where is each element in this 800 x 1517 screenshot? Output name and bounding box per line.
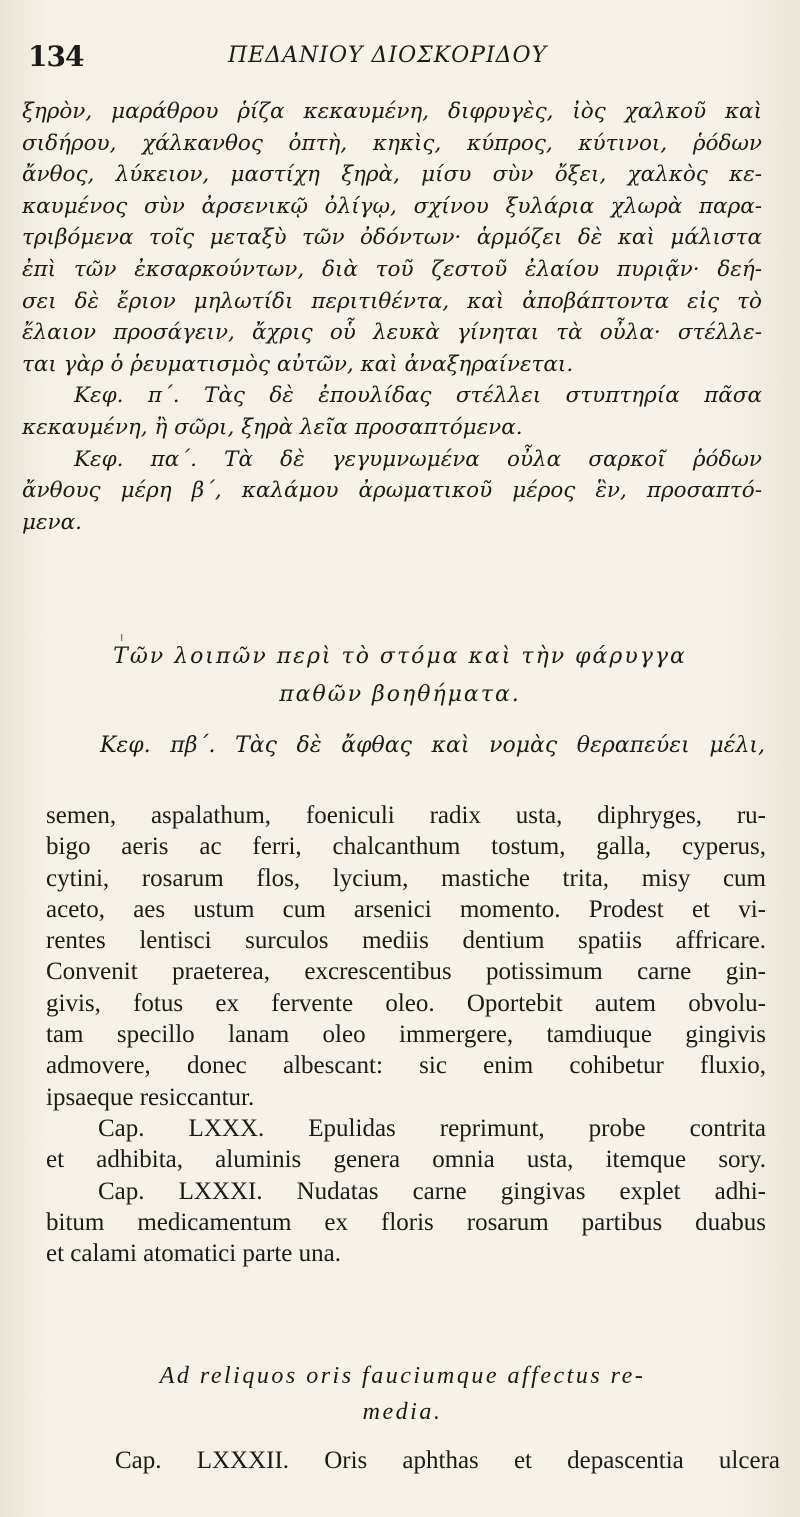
greek-line: κεκαυμένη, ἢ σῶρι, ξηρὰ λεῖα προσαπτόμενα. [22,414,523,440]
greek-line: σει δὲ ἔριον μηλωτίδι περιτιθέντα, καὶ ἀποβάπτοντα εἰς τὸ [22,288,762,314]
greek-chapter-80: Κεφ. π΄. Τὰς δὲ ἐπουλίδας στέλλει στυπτηρία πᾶσα [74,383,762,409]
latin-line: et calami atomatici parte una. [46,1240,341,1268]
greek-heading-line-2: παθῶν βοηθήματα. [279,682,521,707]
latin-paragraph [46,800,766,1269]
latin-line: bigo aeris ac ferri, chalcanthum tostum, galla, cyperus, [46,833,766,861]
page-number: 134 [28,40,84,73]
latin-chapter-81: Cap. LXXXI. Nudatas carne gingivas explet adhi- [98,1177,766,1205]
page-header [28,40,768,80]
greek-line: τριβόμενα τοῖς μεταξὺ τῶν ὀδόντων· ἁρμόζει δὲ καὶ μάλιστα [22,225,762,251]
greek-line: ἄνθους μέρη β΄, καλάμου ἀρωματικοῦ μέρος ἓν, προσαπτό- [22,478,762,504]
greek-line: ἐπὶ τῶν ἐκσαρκούντων, διὰ τοῦ ζεστοῦ ἐλαίου πυριᾷν· δεή- [22,256,762,282]
greek-line: μενα. [22,509,82,535]
latin-line: givis, fotus ex fervente oleo. Oportebit autem obvolu- [46,989,766,1017]
greek-line: καυμένος σὺν ἀρσενικῷ ὀλίγῳ, σχίνου ξυλάρια χλωρὰ παρα- [22,193,762,219]
latin-line: rentes lentisci surculos mediis dentium spatiis affricare. [46,927,766,955]
greek-line: σιδήρου, χάλκανθος ὀπτὴ, κηκὶς, κύπρος, κύτινοι, ῥόδων [22,130,762,156]
stray-mark: ı [120,630,124,644]
greek-paragraph [22,96,762,538]
latin-heading-line-2: media. [362,1399,443,1425]
latin-line: semen, aspalathum, foeniculi radix usta, diphryges, ru- [46,802,766,829]
latin-line: ipsaeque resiccantur. [46,1083,255,1111]
latin-chapter-80: Cap. LXXX. Epulidas reprimunt, probe contrita [98,1114,766,1142]
greek-heading-line-1: Τῶν λοιπῶν περὶ τὸ στόμα καὶ τὴν φάρυγγα [113,644,687,669]
latin-heading-line-1: Ad reliquos oris fauciumque affectus re- [159,1363,646,1389]
latin-section-heading [40,1358,765,1430]
running-title: ΠΕΔΑΝΙΟΥ ΔΙΟΣΚΟΡΙΔΟΥ [228,43,548,68]
greek-line: ξηρὸν, μαράθρου ῥίζα κεκαυμένη, διφρυγὲς, ἰὸς χαλκοῦ καὶ [22,99,762,124]
latin-chapter-82: Cap. LXXXII. Oris aphthas et depascentia ulcera [115,1447,780,1474]
latin-line: admovere, donec albescant: sic enim cohibetur fluxio, [46,1052,766,1080]
latin-line: aceto, aes ustum cum arsenici momento. Prodest et vi- [46,895,766,923]
greek-chapter-81: Κεφ. πα΄. Τὰ δὲ γεγυμνωμένα οὖλα σαρκοῖ ῥόδων [74,446,762,472]
latin-line: et adhibita, aluminis genera omnia usta, itemque sory. [46,1146,766,1174]
greek-line: ἄνθος, λύκειον, μαστίχη ξηρὰ, μίσυ σὺν ὄξει, χαλκὸς κε- [22,162,762,188]
latin-line: bitum medicamentum ex floris rosarum partibus duabus [46,1208,766,1236]
greek-line: ἔλαιον προσάγειν, ἄχρις οὗ λευκὰ γίνηται τὰ οὖλα· στέλλε- [22,320,762,346]
greek-chapter-82: Κεφ. πβ΄. Τὰς δὲ ἄφθας καὶ νομὰς θεραπεύει μέλι, [100,733,765,758]
latin-line: cytini, rosarum flos, lycium, mastiche trita, misy cum [46,864,766,892]
greek-line: ται γὰρ ὁ ῥευματισμὸς αὐτῶν, καὶ ἀναξηραίνεται. [22,351,574,377]
latin-line: tam specillo lanam oleo immergere, tamdiuque gingivis [46,1021,766,1049]
latin-line: Convenit praeterea, excrescentibus potissimum carne gin- [46,958,766,986]
greek-section-heading [40,638,760,714]
